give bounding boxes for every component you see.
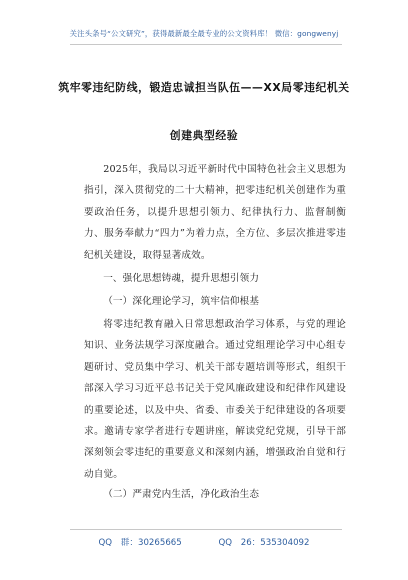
intro-paragraph: 2025年，我局以习近平新时代中国特色社会主义思想为指引，深入贯彻党的二十大精神，把零违纪机关创建作为重要政治任务，以提升思想引领力、纪律执行力、监督制衡力、服务奉献力“四力”为着力点，全方位、多层次推进零违纪机关建设，取得显著成效。	[84, 164, 346, 261]
subsection-heading-1-1: （一）深化理论学习，筑牢信仰根基	[103, 296, 260, 307]
footer-qq-group: QQ 群：30265665	[98, 538, 182, 548]
header-divider	[70, 44, 342, 45]
subsection-heading-1-2: （二）严肃党内生活，净化政治生态	[103, 489, 260, 500]
footer-divider	[70, 529, 342, 530]
section-heading-1: 一、强化思想铸魂，提升思想引领力	[103, 273, 260, 284]
footer-note	[0, 536, 408, 548]
document-title-line-2: 创建典型经验	[169, 129, 239, 142]
body-paragraph-1-1: 将零违纪教育融入日常思想政治学习体系，与党的理论知识、业务法规学习深度融合。通过党组理论学习中心组专题研讨、党员集中学习、机关干部专题培训等形式，组织干部深入学习习近平总书记关于党风廉政建设和纪律作风建设的重要论述，以及中央、省委、市委关于纪律建设的各项要求。邀请专家学者进行专题讲座，解读党纪党规，引导干部深刻领会零违纪的重要意义和深刻内涵，增强政治自觉和行动自觉。	[84, 319, 346, 480]
footer-qq-contact: QQ 26：535304092	[218, 538, 310, 548]
header-note: 关注头条号“公文研究”，获得最新最全最专业的公文资料库！ 微信：gongwenyj	[69, 29, 339, 38]
document-title-line-1: 筑牢零违纪防线，锻造忠诚担当队伍——XX局零违纪机关	[58, 81, 350, 94]
